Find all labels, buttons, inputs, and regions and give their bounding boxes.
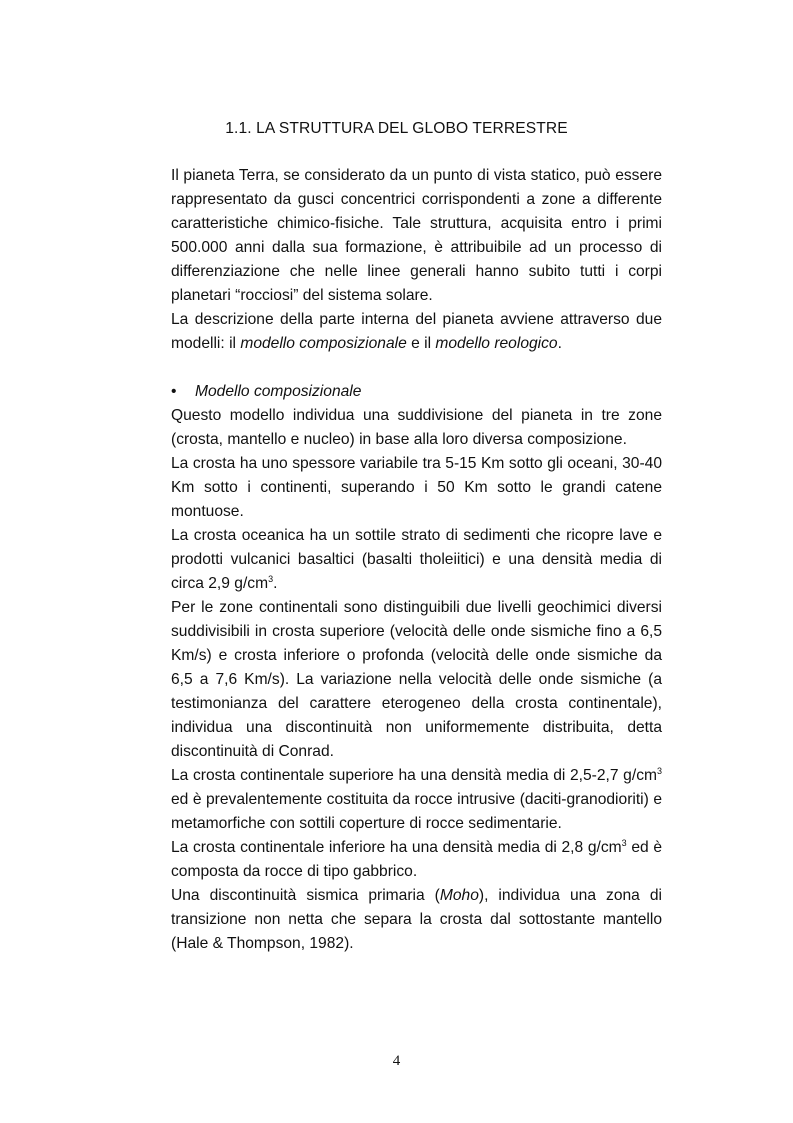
text-span: ), individua una zona di transizione non netta che separa la crosta dal sottostante mantello (Hale & Thompson, 1982). (171, 887, 662, 952)
section-paragraph-3 (171, 524, 662, 596)
section-paragraph-5 (171, 764, 662, 836)
section-paragraph-1: Questo modello individua una suddivisione del pianeta in tre zone (crosta, mantello e nucleo) in base alla loro diversa composizione. (171, 407, 662, 448)
section-paragraph-6 (171, 836, 662, 884)
section-title: Modello composizionale (195, 383, 362, 400)
section-paragraph-4: Per le zone continentali sono distinguibili due livelli geochimici diversi suddivisibili in crosta superiore (velocità delle onde sismiche fino a 6,5 Km/s) e crosta inferiore o profonda (velocità delle onde sismiche da 6,5 a 7,6 Km/s). La variazione nella velocità delle onde sismiche (a testimonianza del carattere eterogeneo della crosta continentale), individua una discontinuità non uniformemente distribuita, detta discontinuità di Conrad. (171, 599, 662, 760)
section-paragraph-2: La crosta ha uno spessore variabile tra 5-15 Km sotto gli oceani, 30-40 Km sotto i continenti, superando i 50 Km sotto le grandi catene montuose. (171, 455, 662, 520)
section-paragraph-7 (171, 884, 662, 956)
text-span: . (273, 575, 278, 592)
superscript: 3 (656, 765, 662, 776)
text-span: La crosta oceanica ha un sottile strato di sedimenti che ricopre lave e prodotti vulcanici basaltici (basalti tholeiitici) e una densità media di circa 2,9 g/cm (171, 527, 662, 592)
section-bullet (171, 380, 662, 404)
page-body (171, 164, 662, 956)
text-span: La crosta continentale superiore ha una densità media di 2,5-2,7 g/cm (171, 767, 657, 784)
text-span: La crosta continentale inferiore ha una densità media di 2,8 g/cm (171, 839, 622, 856)
intro-paragraph-2 (171, 308, 662, 356)
term-reologico: modello reologico (435, 335, 558, 352)
intro-paragraph-1: Il pianeta Terra, se considerato da un punto di vista statico, può essere rappresentato da gusci concentrici corrispondenti a zone a differente caratteristiche chimico-fisiche. Tale struttura, acquisita entro i primi 500.000 anni dalla sua formazione, è attribuibile ad un processo di differenziazione che nelle linee generali hanno subito tutti i corpi planetari “rocciosi” del sistema solare. (171, 167, 662, 304)
text-span: . (557, 335, 562, 352)
text-span: ed è prevalentemente costituita da rocce intrusive (daciti-granodioriti) e metamorfiche con sottili coperture di rocce sedimentarie. (171, 791, 662, 832)
text-span: Una discontinuità sismica primaria ( (171, 887, 440, 904)
page-number: 4 (392, 1053, 401, 1069)
superscript: 3 (268, 573, 274, 584)
text-span: ed è composta da rocce di tipo gabbrico. (171, 839, 663, 880)
term-moho: Moho (439, 887, 479, 904)
bullet-icon: • (171, 383, 177, 400)
superscript: 3 (621, 837, 627, 848)
text-span: La descrizione della parte interna del pianeta avviene attraverso due modelli: il (171, 311, 662, 352)
term-composizionale: modello composizionale (240, 335, 407, 352)
text-span: e il (406, 335, 436, 352)
spacer (171, 356, 662, 380)
page-title: 1.1. LA STRUTTURA DEL GLOBO TERRESTRE (225, 120, 568, 137)
